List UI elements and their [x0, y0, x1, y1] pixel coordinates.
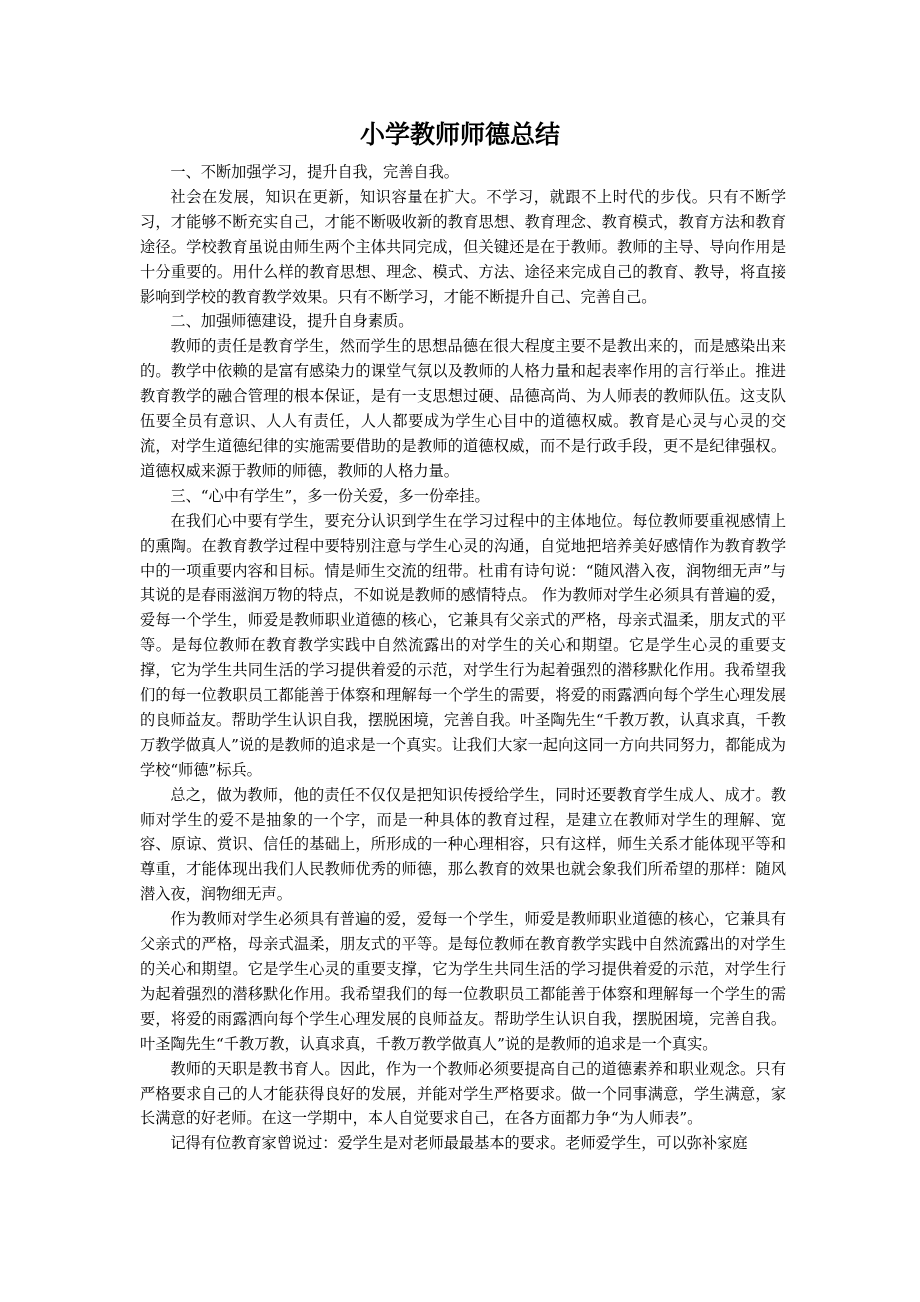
paragraph: 教师的天职是教书育人。因此，作为一个教师必须要提高自己的道德素养和职业观念。只有严格要求自己的人才能获得良好的发展，并能对学生严格要求。做一个同事满意，学生满意，家长满意的好老师。在这一学期中，本人自觉要求自己，在各方面都力争“为人师表”。	[140, 1059, 786, 1128]
paragraph: 社会在发展，知识在更新，知识容量在扩大。不学习，就跟不上时代的步伐。只有不断学习，才能够不断充实自己，才能不断吸收新的教育思想、教育理念、教育模式，教育方法和教育途径。学校教育虽说由师生两个主体共同完成，但关键还是在于教师。教师的主导、导向作用是十分重要的。用什么样的教育思想、理念、模式、方法、途径来完成自己的教育、教导，将直接影响到学校的教育教学效果。只有不断学习，才能不断提升自己、完善自己。	[140, 187, 786, 306]
paragraph: 记得有位教育家曾说过：爱学生是对老师最最基本的要求。老师爱学生，可以弥补家庭	[170, 1134, 748, 1153]
paragraph: 教师的责任是教育学生，然而学生的思想品德在很大程度主要不是教出来的，而是感染出来的。教学中依赖的是富有感染力的课堂气氛以及教师的人格力量和起表率作用的言行举止。推进教育教学的融合管理的根本保证，是有一支思想过硬、品德高尚、为人师表的教师队伍。这支队伍要全员有意识、人人有责任，人人都要成为学生心目中的道德权威。教育是心灵与心灵的交流，对学生道德纪律的实施需要借助的是教师的道德权威，而不是行政手段，更不是纪律强权。道德权威来源于教师的师德，教师的人格力量。	[140, 337, 786, 480]
paragraph: 总之，做为教师，他的责任不仅仅是把知识传授给学生，同时还要教育学生成人、成才。教师对学生的爱不是抽象的一个字，而是一种具体的教育过程，是建立在教师对学生的理解、宽容、原谅、赏识、信任的基础上，所形成的一种心理相容，只有这样，师生关系才能体现平等和尊重，才能体现出我们人民教师优秀的师德，那么教育的效果也就会象我们所希望的那样：随风潜入夜，润物细无声。	[140, 785, 786, 904]
paragraph: 在我们心中要有学生，要充分认识到学生在学习过程中的主体地位。每位教师要重视感情上的熏陶。在教育教学过程中要特别注意与学生心灵的沟通，自觉地把培养美好感情作为教育教学中的一项重要内容和目标。情是师生交流的纽带。杜甫有诗句说：“随风潜入夜，润物细无声”与其说的是春雨滋润万物的特点，不如说是教师的感情特点。 作为教师对学生必须具有普遍的爱，爱每一个学生，师爱是教师职业道德的核心，它兼具有父亲式的严格，母亲式温柔，朋友式的平等。是每位教师在教育教学实践中自然流露出的对学生的关心和期望。它是学生心灵的重要支撑，它为学生共同生活的学习提供着爱的示范，对学生行为起着强烈的潜移默化作用。我希望我们的每一位教职员工都能善于体察和理解每一个学生的需要，将爱的雨露洒向每个学生心理发展的良师益友。帮助学生认识自我，摆脱困境，完善自我。叶圣陶先生“千教万教，认真求真，千教万教学做真人”说的是教师的追求是一个真实。让我们大家一起向这同一方向共同努力，都能成为学校“师德”标兵。	[140, 511, 786, 779]
section-heading-1: 一、不断加强学习，提升自我，完善自我。	[170, 163, 459, 181]
section-heading-2: 二、加强师德建设，提升自身素质。	[170, 312, 414, 331]
section-heading-3: 三、“心中有学生”，多一份关爱，多一份牵挂。	[170, 486, 490, 505]
document-body	[140, 160, 786, 1156]
paragraph: 作为教师对学生必须具有普遍的爱，爱每一个学生，师爱是教师职业道德的核心，它兼具有父亲式的严格，母亲式温柔，朋友式的平等。是每位教师在教育教学实践中自然流露出的对学生的关心和期望。它是学生心灵的重要支撑，它为学生共同生活的学习提供着爱的示范，对学生行为起着强烈的潜移默化作用。我希望我们的每一位教职员工都能善于体察和理解每一个学生的需要，将爱的雨露洒向每个学生心理发展的良师益友。帮助学生认识自我，摆脱困境，完善自我。叶圣陶先生“千教万教，认真求真，千教万教学做真人”说的是教师的追求是一个真实。	[140, 910, 786, 1053]
document-title: 小学教师师德总结	[359, 120, 560, 149]
